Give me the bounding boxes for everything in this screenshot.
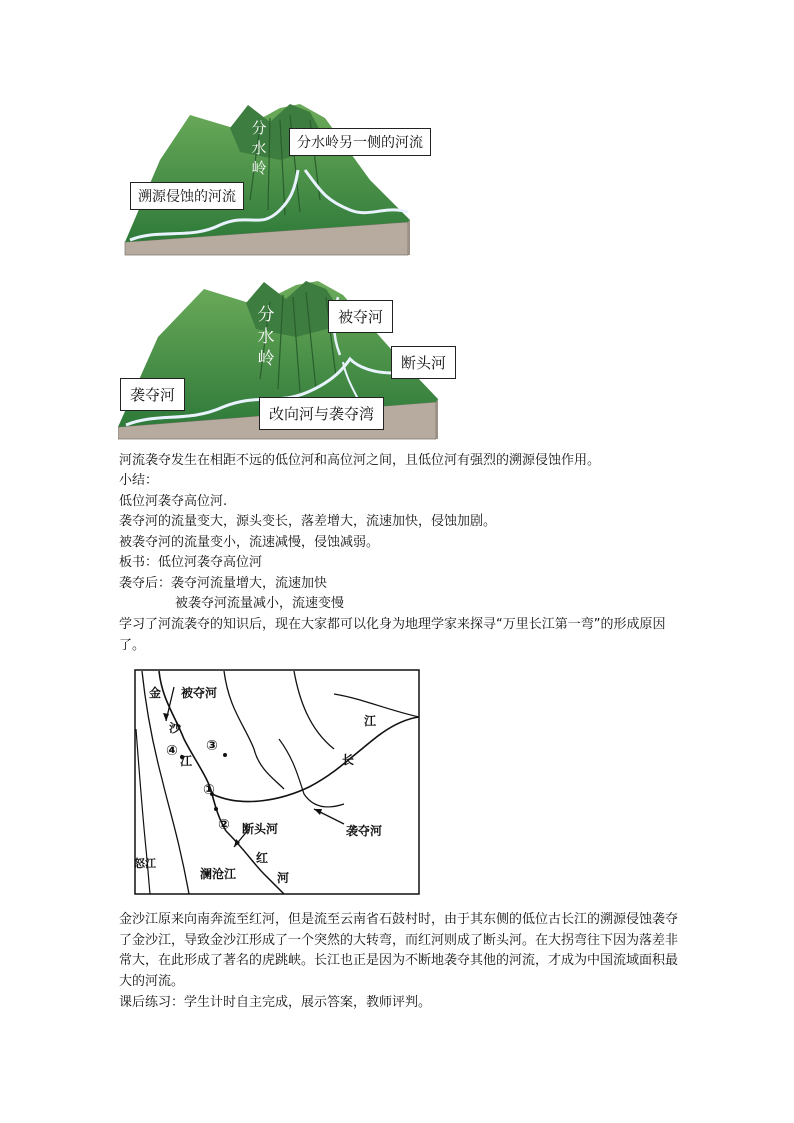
board-note: 板书：低位河袭夺高位河 bbox=[119, 555, 263, 570]
map-label-site-2: ② bbox=[218, 817, 230, 833]
paragraph-capture-definition: 河流袭夺发生在相距不远的低位河和高位河之间，且低位河有强烈的溯源侵蚀作用。 bbox=[119, 453, 601, 468]
callout-elbow-of-capture: 改向河与袭夺湾 bbox=[259, 397, 384, 430]
divide-label-2: 分 水 岭 bbox=[257, 305, 275, 369]
map-label-site-3: ③ bbox=[206, 738, 218, 754]
paragraph-first-bend-intro: 学习了河流袭夺的知识后，现在大家都可以化身为地理学家来探寻“万里长江第一弯”的形成原因了。 bbox=[119, 617, 666, 653]
map-lines bbox=[134, 669, 420, 895]
map-label-capturing-river: 袭夺河 bbox=[346, 824, 383, 838]
summary-heading: 小结： bbox=[119, 473, 159, 488]
map-label-nujiang: 怒江 bbox=[134, 857, 156, 870]
summary-line-2: 袭夺河的流量变大，源头变长，落差增大，流速加快，侵蚀加剧。 bbox=[119, 514, 497, 529]
map-label-jiang-left: 江 bbox=[180, 754, 193, 768]
after-capture-line-1: 袭夺后：袭夺河流量增大，流速加快 bbox=[119, 576, 328, 591]
map-label-site-1: ① bbox=[203, 782, 215, 798]
callout-capturing-river: 袭夺河 bbox=[120, 378, 185, 411]
map-label-lancang: 澜沧江 bbox=[200, 867, 237, 881]
map-label-jin: 金 bbox=[149, 686, 162, 700]
map-label-site-4: ④ bbox=[166, 743, 178, 759]
figure-river-capture bbox=[118, 277, 460, 442]
callout-other-side-river: 分水岭另一侧的河流 bbox=[289, 128, 431, 156]
map-label-jiang-right: 江 bbox=[364, 714, 377, 728]
map-label-beheaded-river: 断头河 bbox=[242, 822, 279, 836]
callout-captured-river: 被夺河 bbox=[328, 300, 393, 333]
paragraph-jinsha-capture: 金沙江原来向南奔流至红河，但是流至云南省石鼓村时，由于其东侧的低位古长江的溯源侵蚀袭夺了金沙江，导致金沙江形成了一个突然的大转弯，而红河则成了断头河。在大拐弯往下因为落差非常大，在此形成了著名的虎跳峡。长江也正是因为不断地袭夺其他的河流，才成为中国流域面积最大的河流。 bbox=[119, 912, 679, 989]
map-label-he: 河 bbox=[277, 871, 290, 885]
map-label-chang: 长 bbox=[342, 753, 355, 767]
after-capture-line-2: 被袭夺河流量减小，流速变慢 bbox=[175, 596, 345, 611]
figure-headward-erosion bbox=[120, 100, 450, 265]
callout-beheaded-river: 断头河 bbox=[391, 346, 456, 379]
divide-label-1: 分 水 岭 bbox=[251, 119, 267, 177]
river-capture-map bbox=[134, 669, 420, 895]
map-label-sha: 沙 bbox=[169, 721, 182, 735]
homework-note: 课后练习：学生计时自主完成，展示答案，教师评判。 bbox=[119, 995, 432, 1010]
summary-line-3: 被袭夺河的流量变小，流速减慢，侵蚀减弱。 bbox=[119, 535, 380, 550]
map-label-hong: 红 bbox=[256, 851, 269, 865]
callout-headward-river: 溯源侵蚀的河流 bbox=[130, 182, 244, 210]
map-label-captured-river: 被夺河 bbox=[181, 686, 218, 700]
summary-line-1: 低位河袭夺高位河. bbox=[119, 494, 228, 509]
